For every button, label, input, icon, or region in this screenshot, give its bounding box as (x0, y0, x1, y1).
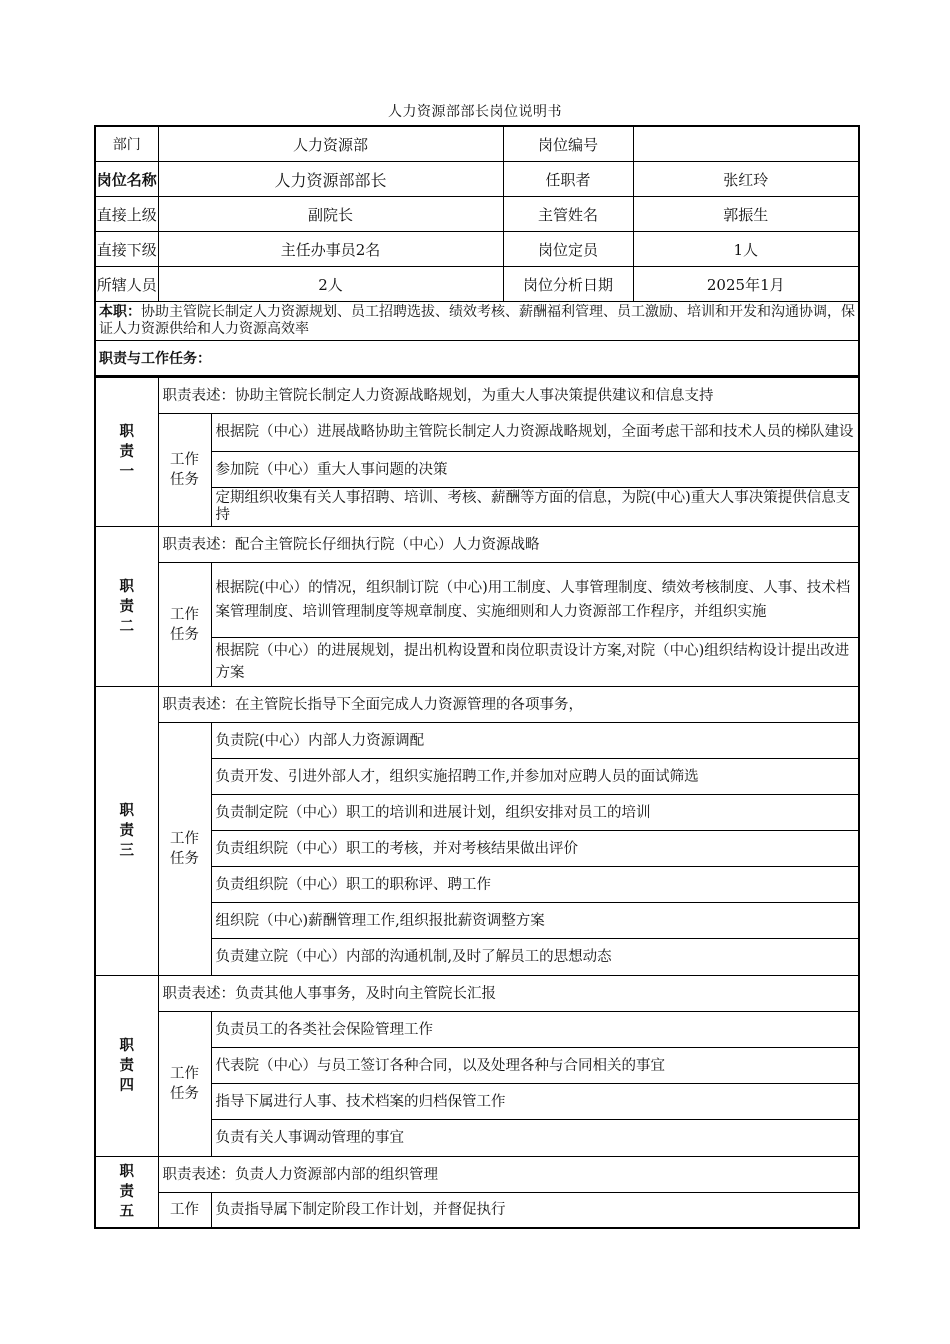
summary-text: 协助主管院长制定人力资源规划、员工招聘选拔、绩效考核、薪酬福利管理、员工激励、培训和开发和沟通协调，保证人力资源供给和人力资源高效率 (99, 304, 855, 337)
table-row (95, 563, 859, 638)
holder-label: 任职者 (503, 162, 633, 197)
table-row (95, 267, 859, 302)
table-row (95, 1193, 859, 1229)
supname-label: 主管姓名 (503, 197, 633, 232)
table-row (95, 162, 859, 197)
duty-3-task-3: 负责制定院（中心）职工的培训和进展计划，组织安排对员工的培训 (211, 795, 859, 831)
table-row (95, 341, 859, 377)
table-row (95, 302, 859, 341)
task-label-text: 工作任务 (170, 452, 199, 488)
duty-3-label (95, 687, 158, 976)
table-row (95, 414, 859, 452)
table-row (95, 232, 859, 267)
duty-2-task-2: 根据院（中心）的进展规划，提出机构设置和岗位职责设计方案,对院（中心)组织结构设计提出改进方案 (211, 638, 859, 687)
duty-1-task-3: 定期组织收集有关人事招聘、培训、考核、薪酬等方面的信息，为院(中心)重大人事决策提供信息支持 (211, 488, 859, 527)
summary-label: 本职： (99, 304, 141, 320)
duty-3-label-text: 职责三 (119, 803, 134, 859)
duties-table (94, 377, 860, 1229)
duty-1-label (95, 378, 158, 527)
duty-2-label (95, 527, 158, 687)
duty-1-label-text: 职责一 (119, 424, 134, 480)
holder-value: 张红玲 (633, 162, 859, 197)
duty-5-label-text: 职责五 (119, 1164, 134, 1220)
quota-label: 岗位定员 (503, 232, 633, 267)
duty-4-label-text: 职责四 (119, 1038, 134, 1094)
duties-heading: 职责与工作任务： (95, 341, 859, 377)
table-row (95, 1012, 859, 1048)
task-label-text: 工作任务 (170, 1066, 199, 1102)
duty-3-task-1: 负责院(中心）内部人力资源调配 (211, 723, 859, 759)
supname-value: 郭振生 (633, 197, 859, 232)
posname-label: 岗位名称 (95, 162, 158, 197)
subordinate-value: 主任办事员2名 (158, 232, 503, 267)
task-label (158, 723, 211, 976)
duty-1-task-2: 参加院（中心）重大人事问题的决策 (211, 452, 859, 488)
position-info-table (94, 125, 860, 377)
date-value: 2025年1月 (633, 267, 859, 302)
duty-3-task-5: 负责组织院（中心）职工的职称评、聘工作 (211, 867, 859, 903)
duty-4-label (95, 976, 158, 1157)
superior-label: 直接上级 (95, 197, 158, 232)
task-label (158, 1012, 211, 1157)
staff-value: 2人 (158, 267, 503, 302)
table-row (95, 976, 859, 1012)
subordinate-label: 直接下级 (95, 232, 158, 267)
superior-value: 副院长 (158, 197, 503, 232)
duty-3-task-2: 负责开发、引进外部人才，组织实施招聘工作,并参加对应聘人员的面试筛选 (211, 759, 859, 795)
duty-3-task-4: 负责组织院（中心）职工的考核，并对考核结果做出评价 (211, 831, 859, 867)
duty-4-task-2: 代表院（中心）与员工签订各种合同，以及处理各种与合同相关的事宜 (211, 1048, 859, 1084)
document-title: 人力资源部部长岗位说明书 (388, 104, 562, 120)
duty-4-task-4: 负责有关人事调动管理的事宜 (211, 1120, 859, 1157)
staff-label: 所辖人员 (95, 267, 158, 302)
summary-cell (95, 302, 859, 341)
posname-value: 人力资源部部长 (158, 162, 503, 197)
table-row (95, 126, 859, 162)
table-row (95, 378, 859, 414)
duty-5-task-1: 负责指导属下制定阶段工作计划，并督促执行 (211, 1193, 859, 1229)
task-label-text: 工作任务 (170, 606, 199, 643)
task-label-partial: 工作 (158, 1193, 211, 1229)
duty-1-task-1: 根据院（中心）进展战略协助主管院长制定人力资源战略规划，全面考虑干部和技术人员的梯队建设 (211, 414, 859, 452)
duty-3-task-6: 组织院（中心)薪酬管理工作,组织报批薪资调整方案 (211, 903, 859, 939)
task-label (158, 414, 211, 527)
duty-2-label-text: 职责二 (119, 578, 134, 635)
task-label-text: 工作任务 (170, 831, 199, 867)
duty-5-statement: 职责表述：负责人力资源部内部的组织管理 (158, 1157, 859, 1193)
dept-label: 部门 (95, 126, 158, 162)
table-row (95, 527, 859, 563)
posno-label: 岗位编号 (503, 126, 633, 162)
table-row (95, 687, 859, 723)
duty-3-statement: 职责表述：在主管院长指导下全面完成人力资源管理的各项事务， (158, 687, 859, 723)
table-row (95, 723, 859, 759)
duty-2-statement: 职责表述：配合主管院长仔细执行院（中心）人力资源战略 (158, 527, 859, 563)
quota-value: 1人 (633, 232, 859, 267)
dept-value: 人力资源部 (158, 126, 503, 162)
duty-2-task-1: 根据院(中心）的情况，组织制订院（中心)用工制度、人事管理制度、绩效考核制度、人事、技术档案管理制度、培训管理制度等规章制度、实施细则和人力资源部工作程序，并组织实施 (211, 563, 859, 638)
date-label: 岗位分析日期 (503, 267, 633, 302)
duty-5-label (95, 1157, 158, 1229)
table-row (95, 197, 859, 232)
duty-4-statement: 职责表述：负责其他人事事务，及时向主管院长汇报 (158, 976, 859, 1012)
duty-1-statement: 职责表述：协助主管院长制定人力资源战略规划，为重大人事决策提供建议和信息支持 (158, 378, 859, 414)
duty-4-task-3: 指导下属进行人事、技术档案的归档保管工作 (211, 1084, 859, 1120)
duty-4-task-1: 负责员工的各类社会保险管理工作 (211, 1012, 859, 1048)
task-label (158, 563, 211, 687)
duty-3-task-7: 负责建立院（中心）内部的沟通机制,及时了解员工的思想动态 (211, 939, 859, 976)
table-row (95, 1157, 859, 1193)
posno-value (633, 126, 859, 162)
